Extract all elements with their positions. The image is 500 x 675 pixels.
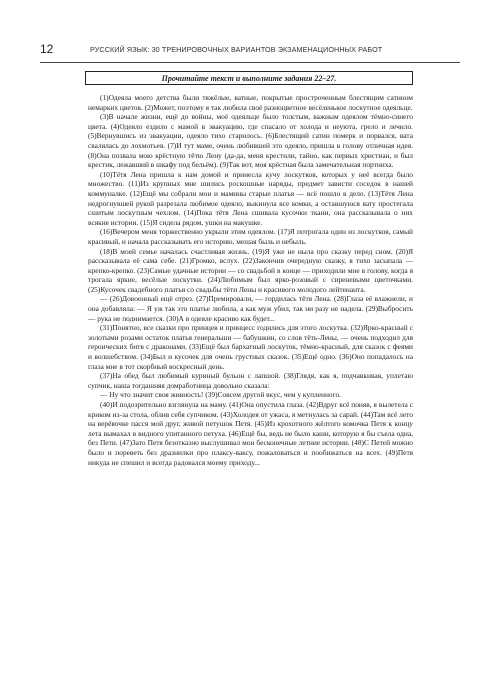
paragraph: (18)В моей семье началась счастливая жизнь. (19)Я уже не ныла про сказку перед сном. (20)Я рассказывала её сама себе. (21)Громко, вслух. (22)Закончив очередную сказку, я тихо засыпала — крепко-крепко. (23)Самые удачные истории — со свадьбой в конце — приходили мне в голову, когда я трогала яркие, весёлые лоскутки. (24)Любимым был ярко-розовый с сиреневыми цветочками. (25)Кусочек свадебного платья со свадьбы тёти Лены и красивого молодого лейтенанта. <box>88 246 413 294</box>
reading-text <box>88 93 413 467</box>
paragraph: (31)Понятно, все сказки про принцев и принцесс годились для этого лоскутка. (32)Ярко-красный с золотыми розами остаток платья генеральши — бабушкин, со слов тёть-Лены, — очень подходил для героических битв с драконами. (33)Ещё был бархатный лоскуток, тёмно-красный, для сказок с феями и волшебством. (34)Был и кусочек для очень грустных сказок. (35)Ещё одно. (36)Оно попадалось на глаза мне в тот скорбный воскресный день. <box>88 323 413 371</box>
paragraph: — Ну что значит своя живность! (39)Совсем другой вкус, чем у купленного. <box>100 390 341 400</box>
page-number: 12 <box>40 42 54 56</box>
paragraph: (16)Вечером меня торжественно укрыли этим одеялом. (17)Я потрогала один из лоскутков, самый красивый, и начала рассказывать его историю, мешая быль и небыль. <box>88 227 413 246</box>
paragraph: (1)Одеяла моего детства были тяжёлые, ватные, покрытые простроченным блестящим сатином немарких цветов. (2)Может, поэтому я так любила своё разноцветное весёленькое лоскутное одеяльце. <box>88 93 413 112</box>
page-header <box>40 42 460 58</box>
paragraph: (10)Тётя Лена пришла к нам домой и принесла кучу лоскутков, которых у неё всегда было множество. (11)Из крупных мне шились роскошные наряды, предмет зависти соседок в нашей коммуналке. (12)Ещё мы собрали мои и мамины старые платья — всё пошло в дело. (13)Тётя Лена недрогнувшей рукой разрезала любимое одеяло, выкинула все комки, а оставшуюся вату простегала сшитым лоскутным чехлом. (14)Пока тётя Лена сшивала кусочки ткани, она рассказывала о них всякие истории. (15)Я сидела рядом, ушки на макушке. <box>88 169 413 227</box>
running-title: РУССКИЙ ЯЗЫК: 30 ТРЕНИРОВОЧНЫХ ВАРИАНТОВ ЭКЗАМЕНАЦИОННЫХ РАБОТ <box>90 45 383 54</box>
paragraph: (3)В начале жизни, ещё до войны, моё одеяльце было толстым, важным одеялом тёмно-синего цвета. (4)Одеяло ездило с мамой в эвакуацию, где спасало от холода и неуюта, грело и лечило. (5)Вернувшись из эвакуации, одеяло тихо старилось. (6)Блестящий сатин померк и порвался, вата свалялась до лохмотьев. (7)И тут маме, очень любившей это одеяло, пришла в голову отличная идея. (8)Она позвала мою крёстную тётю Лену (да-да, меня крестили, тайно, как первых христиан, и был крестик, лежавший в шкафу под бельём). (9)Так вот, моя крёстная была замечательная портниха. <box>88 112 413 170</box>
header-divider <box>40 62 460 63</box>
paragraph: (40)И подозрительно взглянула на маму. (41)Она опустила глаза. (42)Вдруг всё поняв, я вылетела с криком из-за стола, облив себя супчиком. (43)Холодея от ужаса, я метнулась за сарай. (44)Там всё лето на верёвочке пасся мой друг, живой петушок Петя. (45)Из крохотного жёлтого комочка Петя к концу лета вымахал в видного упитанного петуха. (46)Ещё бы, ведь не было каши, которую я бы съела одна, без Пети. (47)Зато Петя безотказно выслушивал мои бесконечные летние истории. (48)С Петей можно было и пореветь без дразнилки про плаксу-ваксу, пожаловаться и пообижаться на всех. (49)Петя никуда не спешил и всегда радовался моему приходу... <box>88 400 413 467</box>
task-instruction-box <box>85 71 413 85</box>
paragraph: — (26)Довоенный ещё отрез. (27)Премировали, — гордилась тётя Лена. (28)Глаза её влажнели, и она добавляла: — Я уж так это платье любила, а как муж убил, так ни разу не надела. (29)Выбросить — рука не поднимается. (30)А в одеяле красиво как будет... <box>88 294 413 323</box>
task-instruction: Прочитайте текст и выполните задания 22–27. <box>161 73 337 83</box>
paragraph: (37)На обед был любимый куриный бульон с лапшой. (38)Глядя, как я, подчавкивая, уплетаю супчик, наша тогдашняя домработница довольно сказала: <box>88 371 413 390</box>
